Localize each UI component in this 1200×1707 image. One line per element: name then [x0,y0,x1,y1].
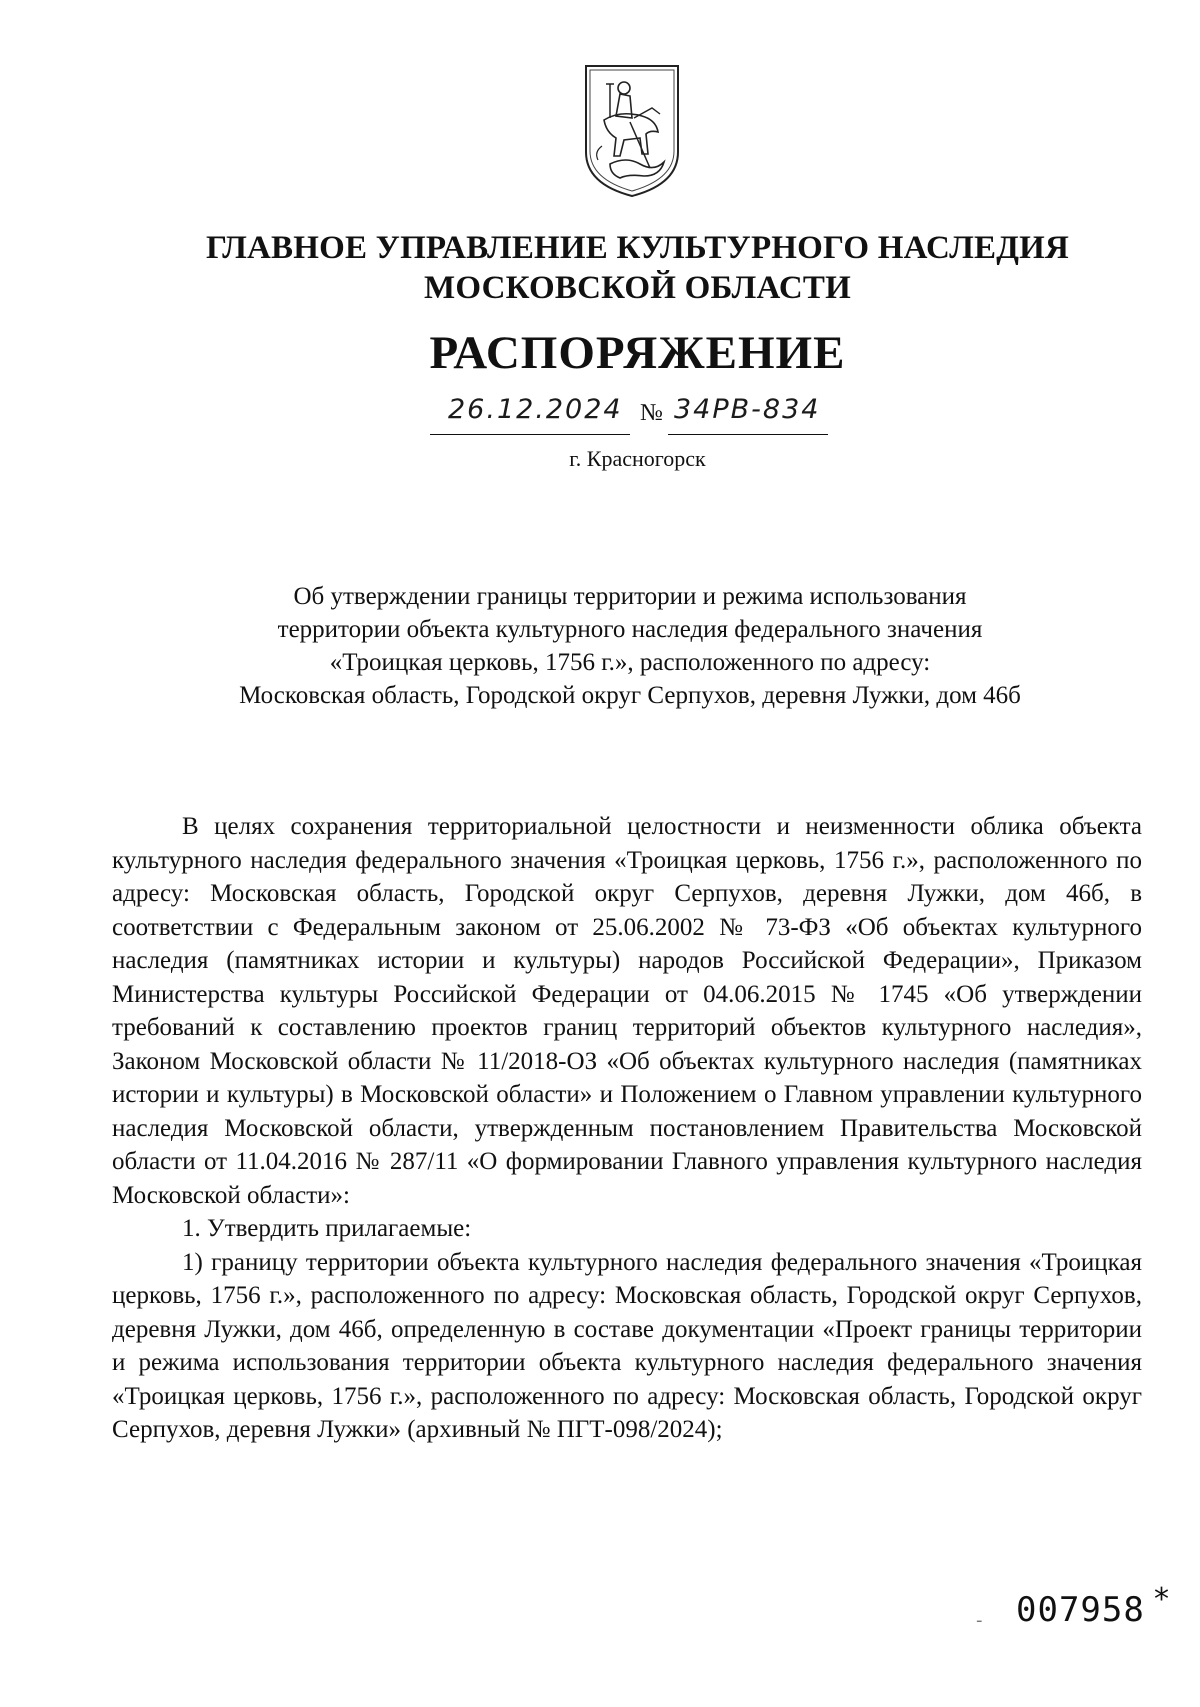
subject-line: территории объекта культурного наследия федерального значения [277,616,983,643]
number-sign: № [640,400,663,426]
serial-number: 007958 [1016,1590,1145,1630]
number-field [668,392,828,435]
subject-line: Об утверждении границы территории и режима использования [293,583,967,610]
handwritten-date: 26.12.2024 [448,394,623,425]
subject-line: Московская область, Городской округ Серпухов, деревня Лужки, дом 46б [239,682,1021,709]
subject-line: «Троицкая церковь, 1756 г.», расположенного по адресу: [329,649,931,676]
coat-of-arms-icon [580,60,684,200]
date-number-row [0,392,1200,438]
preamble-paragraph: В целях сохранения территориальной целостности и неизменности облика объекта культурного наследия федерального значения «Троицкая церковь, 1756 г.», расположенного по адресу: Московская область, Городской округ Серпухов, деревня Лужки, дом 46б, в соответствии с Федеральным законом от 25.06.2002 № 73-ФЗ «Об объектах культурного наследия (памятниках истории и культуры) народов Российской Федерации», Приказом Министерства культуры Российской Федерации от 04.06.2015 № 1745 «Об утверждении требований к составлению проектов границ территорий объектов культурного наследия», Законом Московской области № 11/2018-ОЗ «Об объектах культурного наследия (памятниках истории и культуры) в Московской области» и Положением о Главном управлении культурного наследия Московской области, утвержденным постановлением Правительства Московской области от 11.04.2016 № 287/11 «О формировании Главного управления культурного наследия Московской области»: [112,813,1142,1209]
document-subject [100,580,1160,712]
document-body [112,810,1142,1447]
item-1-1: 1) границу территории объекта культурного наследия федерального значения «Троицкая церковь, 1756 г.», расположенного по адресу: Московская область, Городской округ Серпухов, деревня Лужки, дом 46б, определенную в составе документации «Проект границы территории и режима использования территории объекта культурного наследия федерального значения «Троицкая церковь, 1756 г.», расположенного по адресу: Московская область, Городской округ Серпухов, деревня Лужки» (архивный № ПГТ-098/2024); [112,1248,1142,1443]
star-mark: * [1154,1582,1169,1617]
city-name: г. Красногорск [569,446,706,471]
serial-stamp [976,1582,1176,1634]
org-name-line-2: МОСКОВСКОЙ ОБЛАСТИ [424,270,851,306]
handwritten-number: 34РВ-834 [674,394,821,425]
organization-name [0,228,1200,308]
document-type-title: РАСПОРЯЖЕНИЕ [429,327,846,379]
stamp-dash: - [976,1610,983,1631]
org-name-line-1: ГЛАВНОЕ УПРАВЛЕНИЕ КУЛЬТУРНОГО НАСЛЕДИЯ [206,230,1069,266]
item-1: 1. Утвердить прилагаемые: [182,1215,472,1242]
date-field [430,392,630,435]
